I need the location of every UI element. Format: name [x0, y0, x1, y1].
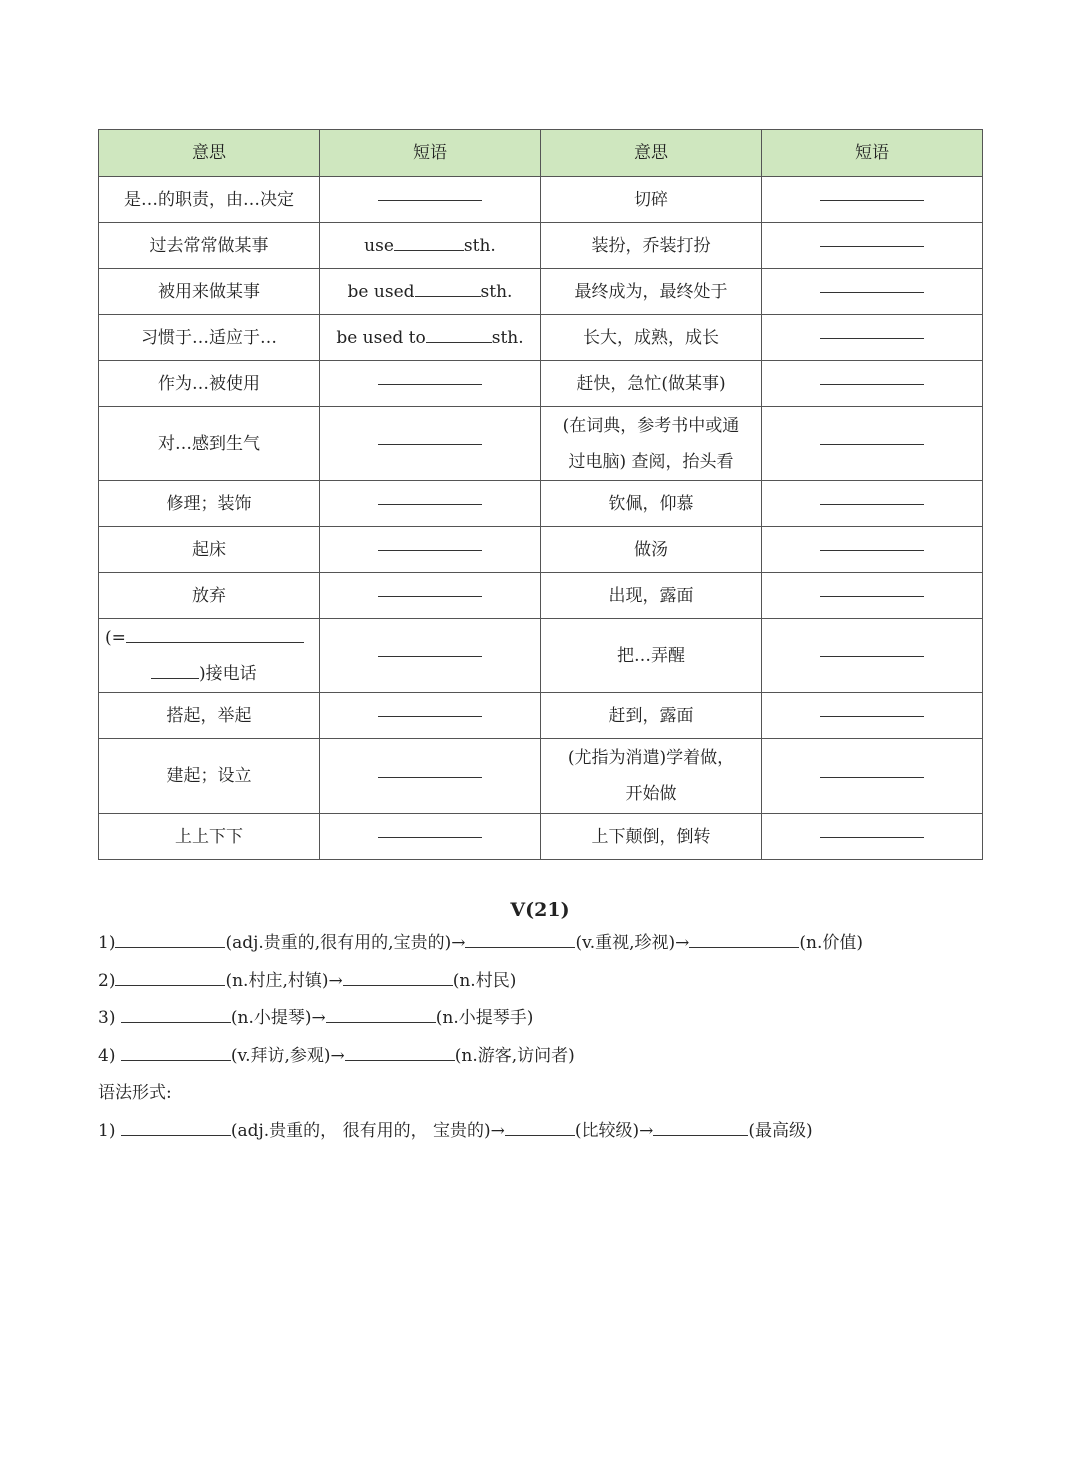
item-number: 4) — [98, 1045, 121, 1066]
phrase-cell[interactable] — [320, 269, 541, 315]
answer-blank[interactable] — [820, 776, 924, 778]
exercise-item-1 — [98, 925, 982, 963]
meaning-suffix: )接电话 — [199, 663, 257, 684]
item-hint: (最高级) — [748, 1120, 813, 1141]
meaning-cell: 放弃 — [99, 573, 320, 619]
answer-blank[interactable] — [820, 503, 924, 505]
exercise-section — [98, 895, 982, 1150]
answer-blank[interactable] — [820, 715, 924, 717]
exercise-item-3 — [98, 1000, 982, 1038]
answer-blank[interactable] — [121, 1121, 231, 1136]
phrase-cell[interactable] — [762, 814, 983, 860]
phrase-suffix: sth. — [491, 327, 524, 348]
phrase-cell[interactable] — [320, 223, 541, 269]
answer-blank[interactable] — [115, 933, 225, 948]
phrase-cell[interactable] — [762, 693, 983, 739]
phrase-cell[interactable] — [762, 481, 983, 527]
phrase-suffix: sth. — [463, 235, 496, 256]
phrase-cell[interactable] — [762, 223, 983, 269]
meaning-cell: 搭起，举起 — [99, 693, 320, 739]
answer-blank[interactable] — [820, 199, 924, 201]
phrase-cell[interactable] — [320, 693, 541, 739]
meaning-cell: 被用来做某事 — [99, 269, 320, 315]
item-hint: (n.小提琴)→ — [230, 1008, 326, 1028]
meaning-cell: 习惯于…适应于… — [99, 315, 320, 361]
item-number: 2) — [98, 970, 116, 991]
item-hint: (n.游客,访问者) — [454, 1045, 575, 1066]
meaning-line: 过电脑) 查阅，抬头看 — [568, 451, 734, 472]
answer-blank[interactable] — [820, 549, 924, 551]
answer-blank[interactable] — [121, 1008, 231, 1023]
table-row — [99, 315, 983, 361]
answer-blank[interactable] — [326, 1008, 436, 1023]
item-hint: (v.拜访,参观)→ — [230, 1045, 345, 1066]
meaning-cell: 上下颠倒，倒转 — [541, 814, 762, 860]
header-phrase-1: 短语 — [320, 130, 541, 177]
table-row — [99, 407, 983, 481]
answer-blank[interactable] — [378, 549, 482, 551]
answer-blank[interactable] — [345, 1046, 455, 1061]
meaning-cell: 长大，成熟，成长 — [541, 315, 762, 361]
item-hint: (比较级)→ — [574, 1120, 654, 1141]
phrase-cell[interactable] — [320, 573, 541, 619]
meaning-cell — [541, 407, 762, 481]
phrase-suffix: sth. — [480, 281, 513, 302]
table-row — [99, 693, 983, 739]
meaning-cell: 把…弄醒 — [541, 619, 762, 693]
phrase-cell[interactable] — [320, 814, 541, 860]
meaning-cell: 做汤 — [541, 527, 762, 573]
phrase-cell[interactable] — [320, 407, 541, 481]
phrase-cell[interactable] — [320, 177, 541, 223]
answer-blank[interactable] — [820, 337, 924, 339]
meaning-cell: 上上下下 — [99, 814, 320, 860]
answer-blank[interactable] — [151, 677, 199, 679]
table-row — [99, 619, 983, 693]
vocab-table — [98, 129, 983, 860]
phrase-cell[interactable] — [762, 739, 983, 814]
exercise-title: V(21) — [510, 899, 570, 921]
phrase-cell[interactable] — [762, 177, 983, 223]
answer-blank[interactable] — [126, 641, 304, 643]
table-row — [99, 177, 983, 223]
meaning-line: 开始做 — [625, 784, 677, 804]
meaning-cell: 出现，露面 — [541, 573, 762, 619]
answer-blank[interactable] — [653, 1121, 748, 1136]
meaning-cell: 对…感到生气 — [99, 407, 320, 481]
grammar-label: 语法形式: — [98, 1083, 172, 1103]
exercise-item-2 — [98, 963, 982, 1001]
answer-blank[interactable] — [378, 503, 482, 505]
table-row — [99, 527, 983, 573]
answer-blank[interactable] — [820, 655, 924, 657]
meaning-cell: 赶快，急忙(做某事) — [541, 361, 762, 407]
answer-blank[interactable] — [820, 443, 924, 445]
meaning-cell: 是…的职责，由…决定 — [99, 177, 320, 223]
answer-blank[interactable] — [820, 291, 924, 293]
grammar-item-1 — [98, 1113, 982, 1151]
header-phrase-2: 短语 — [762, 130, 983, 177]
meaning-cell: 修理；装饰 — [99, 481, 320, 527]
meaning-prefix: (= — [105, 627, 126, 648]
vocab-table-wrap — [98, 129, 982, 860]
item-hint: (n.小提琴手) — [435, 1008, 534, 1028]
table-row — [99, 814, 983, 860]
meaning-cell: 起床 — [99, 527, 320, 573]
meaning-cell — [541, 739, 762, 814]
table-header-row — [99, 130, 983, 177]
phrase-cell[interactable] — [762, 407, 983, 481]
phrase-prefix: use — [364, 235, 394, 256]
answer-blank[interactable] — [820, 245, 924, 247]
phrase-cell[interactable] — [320, 619, 541, 693]
meaning-cell: 赶到，露面 — [541, 693, 762, 739]
phrase-cell[interactable] — [762, 573, 983, 619]
table-row — [99, 739, 983, 814]
meaning-cell: 过去常常做某事 — [99, 223, 320, 269]
answer-blank[interactable] — [505, 1121, 575, 1136]
answer-blank[interactable] — [378, 715, 482, 717]
item-hint: (n.价值) — [799, 933, 863, 953]
meaning-cell: 建起；设立 — [99, 739, 320, 814]
phrase-prefix: be used to — [336, 327, 426, 348]
answer-blank[interactable] — [378, 655, 482, 657]
item-number: 3) — [98, 1008, 121, 1028]
answer-blank[interactable] — [689, 933, 799, 948]
answer-blank[interactable] — [343, 971, 453, 986]
answer-blank[interactable] — [465, 933, 575, 948]
item-number: 1) — [98, 933, 116, 953]
item-hint: (n.村庄,村镇)→ — [225, 970, 343, 991]
answer-blank[interactable] — [426, 341, 492, 343]
meaning-line: (在词典，参考书中或通 — [562, 415, 740, 436]
answer-blank[interactable] — [378, 836, 482, 838]
meaning-line: (尤指为消遣)学着做， — [567, 748, 735, 768]
phrase-cell[interactable] — [320, 527, 541, 573]
item-hint: (n.村民) — [452, 970, 517, 991]
answer-blank[interactable] — [378, 443, 482, 445]
meaning-cell: 最终成为，最终处于 — [541, 269, 762, 315]
answer-blank[interactable] — [820, 595, 924, 597]
phrase-cell[interactable] — [320, 315, 541, 361]
meaning-cell — [99, 619, 320, 693]
phrase-cell[interactable] — [762, 619, 983, 693]
phrase-cell[interactable] — [762, 527, 983, 573]
phrase-cell[interactable] — [762, 269, 983, 315]
item-number: 1) — [98, 1120, 121, 1141]
phrase-cell[interactable] — [762, 315, 983, 361]
table-row — [99, 573, 983, 619]
answer-blank[interactable] — [121, 1046, 231, 1061]
table-row — [99, 223, 983, 269]
table-row — [99, 361, 983, 407]
answer-blank[interactable] — [115, 971, 225, 986]
meaning-cell: 作为…被使用 — [99, 361, 320, 407]
header-meaning-1: 意思 — [99, 130, 320, 177]
table-row — [99, 269, 983, 315]
answer-blank[interactable] — [378, 199, 482, 201]
meaning-cell: 切碎 — [541, 177, 762, 223]
answer-blank[interactable] — [378, 776, 482, 778]
phrase-cell[interactable] — [320, 481, 541, 527]
answer-blank[interactable] — [820, 383, 924, 385]
meaning-line — [105, 656, 313, 692]
meaning-cell: 装扮，乔装打扮 — [541, 223, 762, 269]
answer-blank[interactable] — [378, 383, 482, 385]
answer-blank[interactable] — [378, 595, 482, 597]
phrase-cell[interactable] — [320, 739, 541, 814]
exercise-item-4 — [98, 1038, 982, 1076]
header-meaning-2: 意思 — [541, 130, 762, 177]
phrase-prefix: be used — [347, 281, 415, 302]
phrase-cell[interactable] — [320, 361, 541, 407]
answer-blank[interactable] — [415, 295, 481, 297]
meaning-cell: 钦佩，仰慕 — [541, 481, 762, 527]
phrase-cell[interactable] — [762, 361, 983, 407]
answer-blank[interactable] — [820, 836, 924, 838]
answer-blank[interactable] — [394, 249, 464, 251]
meaning-line — [105, 620, 313, 656]
item-hint: (adj.贵重的， 很有用的， 宝贵的)→ — [230, 1120, 505, 1141]
table-row — [99, 481, 983, 527]
item-hint: (adj.贵重的,很有用的,宝贵的)→ — [225, 933, 466, 953]
item-hint: (v.重视,珍视)→ — [575, 933, 690, 953]
